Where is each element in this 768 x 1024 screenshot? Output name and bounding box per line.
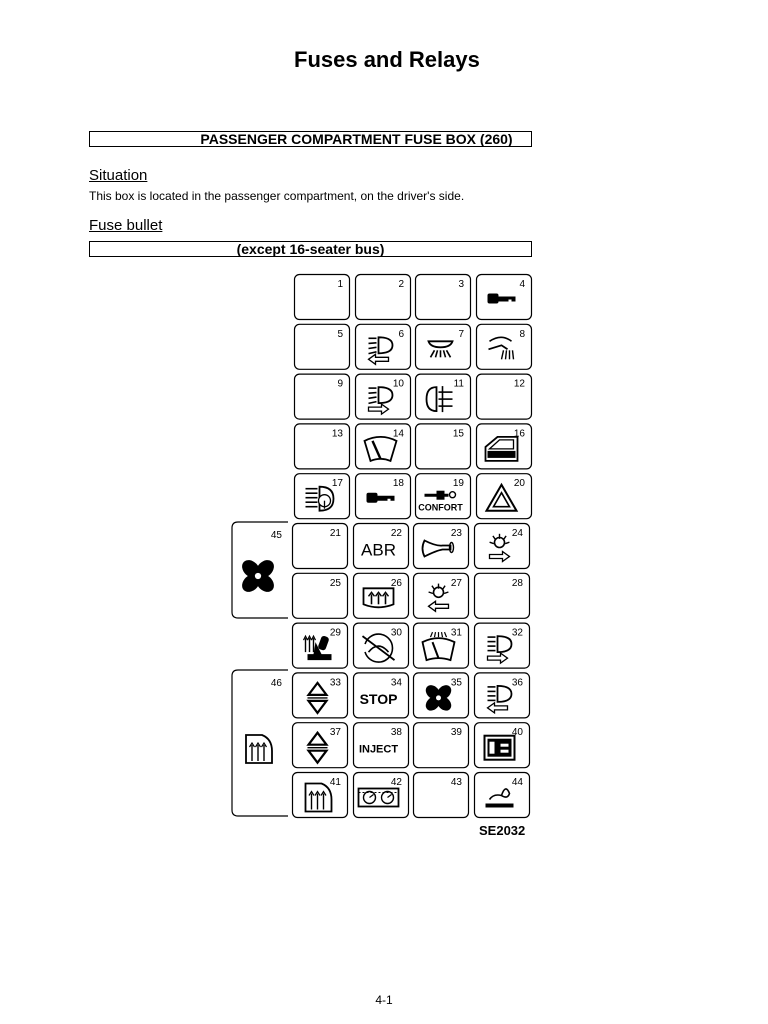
fuse-number: 25	[329, 577, 341, 589]
fuse-cell-1	[295, 275, 350, 320]
fuse-number: 44	[511, 777, 523, 788]
fuse-number: 36	[511, 677, 523, 689]
fuse-number: 18	[392, 478, 404, 490]
fuse-number: 8	[519, 328, 525, 340]
relay-number: 45	[270, 530, 282, 541]
fuse-number: 7	[458, 328, 464, 340]
stop-label: STOP	[359, 690, 398, 707]
fuse-number: 20	[513, 478, 525, 490]
fuse-number: 33	[329, 677, 341, 689]
fuse-cell-28	[475, 573, 530, 618]
fuse-cell-30	[354, 623, 409, 668]
section-heading: PASSENGER COMPARTMENT FUSE BOX (260)	[89, 131, 532, 147]
fuse-number: 29	[329, 627, 341, 639]
fuse-cell-32	[475, 623, 530, 668]
fuse-number: 40	[511, 727, 523, 739]
fuse-cell-17	[295, 474, 350, 519]
fuse-cell-40	[475, 723, 530, 768]
fuse-cell-23	[414, 524, 469, 569]
fuse-number: 16	[513, 428, 525, 440]
situation-heading: Situation	[89, 167, 148, 184]
fuse-cell-25	[293, 573, 348, 618]
radio-icon	[485, 736, 515, 760]
fuse-number: 26	[390, 577, 402, 589]
situation-text: This box is located in the passenger compartment, on the driver's side.	[89, 189, 465, 203]
fuse-cell-8	[477, 324, 532, 369]
fuse-cell-6	[356, 324, 411, 369]
fuse-number: 32	[511, 627, 523, 639]
fuse-cell-27	[414, 573, 469, 618]
fuse-cell-35	[414, 673, 469, 718]
fuse-cell-38	[354, 723, 409, 768]
fuse-number: 42	[390, 777, 402, 788]
relay-46	[232, 670, 288, 816]
fuse-number: 34	[390, 677, 402, 689]
fuse-cell-20	[477, 474, 532, 519]
fuse-number: 1	[337, 279, 343, 290]
fuse-number: 2	[398, 279, 404, 290]
fuse-number: 3	[458, 279, 464, 290]
fuse-number: 23	[450, 528, 462, 539]
confort-label: CONFORT	[418, 502, 463, 513]
fuse-cell-31	[414, 623, 469, 668]
fuse-cell-33	[293, 673, 348, 718]
stop-icon	[360, 691, 398, 707]
variant-heading: (except 16-seater bus)	[89, 241, 532, 257]
page-number: 4-1	[375, 993, 393, 1007]
fuse-cell-37	[293, 723, 348, 768]
fuse-number: 11	[453, 378, 464, 390]
fuse-cell-41	[293, 773, 348, 818]
abr-label: ABR	[361, 540, 396, 560]
fuse-number: 28	[511, 577, 523, 589]
fuse-cell-34	[354, 673, 409, 718]
fuse-number: 9	[337, 378, 343, 390]
fuse-cell-19	[416, 474, 471, 519]
fuse-number: 27	[450, 577, 462, 589]
inject-label: INJECT	[358, 743, 399, 756]
fuse-cell-42	[354, 773, 409, 818]
fuse-cell-36	[475, 673, 530, 718]
fuse-bullet-heading: Fuse bullet	[89, 217, 163, 234]
fuse-number: 39	[450, 727, 462, 739]
fuse-cell-3	[416, 275, 471, 320]
fuse-number: 5	[337, 328, 343, 340]
fuse-cell-10	[356, 374, 411, 419]
fuse-number: 6	[398, 328, 404, 340]
fuse-cell-4	[477, 275, 532, 320]
fuse-number: 21	[329, 528, 341, 539]
fuse-number: 38	[390, 727, 402, 739]
fuse-cell-44	[475, 773, 530, 818]
fuse-number: 30	[390, 627, 402, 639]
fuse-cell-22	[354, 524, 409, 569]
fuse-number: 17	[331, 478, 343, 490]
fuse-number: 41	[329, 777, 341, 788]
fuse-cell-24	[475, 524, 530, 569]
fuse-cell-5	[295, 324, 350, 369]
fuse-number: 15	[452, 428, 464, 440]
fuse-cell-2	[356, 275, 411, 320]
fuse-number: 37	[329, 727, 341, 739]
inject-icon	[359, 744, 398, 756]
page-title: Fuses and Relays	[294, 47, 480, 72]
relay-number: 46	[270, 678, 282, 689]
fuse-cell-13	[295, 424, 350, 469]
fuse-cell-26	[354, 573, 409, 618]
fuse-cell-18	[356, 474, 411, 519]
fuse-cell-39	[414, 723, 469, 768]
fuse-cell-12	[477, 374, 532, 419]
abr-icon	[361, 541, 396, 560]
fuse-cell-14	[356, 424, 411, 469]
relay-45	[232, 522, 288, 618]
fuse-number: 31	[450, 627, 462, 639]
fuse-number: 10	[392, 378, 404, 390]
fuse-cell-16	[477, 424, 532, 469]
fuse-cell-11	[416, 374, 471, 419]
fuse-number: 4	[519, 279, 525, 290]
fuse-number: 14	[392, 428, 404, 440]
fuse-number: 35	[450, 677, 462, 689]
fuse-cell-43	[414, 773, 469, 818]
fuse-number: 43	[450, 777, 462, 788]
fuse-cell-9	[295, 374, 350, 419]
fuse-number: 22	[390, 528, 402, 539]
fuse-cell-15	[416, 424, 471, 469]
fuse-number: 24	[511, 528, 523, 539]
fuse-cell-21	[293, 524, 348, 569]
diagram-reference: SE2032	[479, 823, 526, 838]
fuse-number: 19	[452, 478, 464, 490]
fuse-cell-29	[293, 623, 348, 668]
fuse-number: 13	[331, 428, 343, 440]
fuse-number: 12	[513, 378, 525, 390]
fuse-cell-7	[416, 324, 471, 369]
